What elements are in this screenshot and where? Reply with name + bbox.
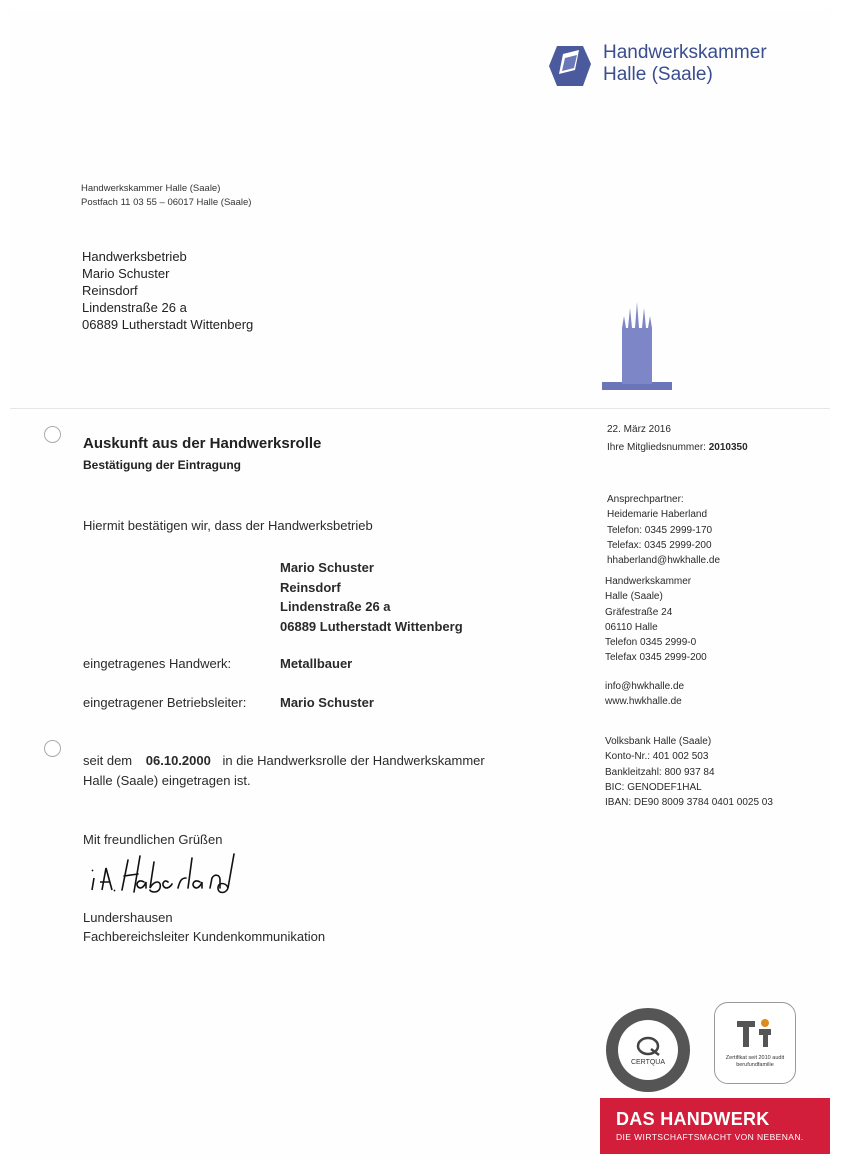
trade-label: eingetragenes Handwerk: [83,656,232,671]
registration-sentence-line2: Halle (Saale) eingetragen ist. [83,773,251,788]
fold-line [10,408,830,409]
banner-subtitle: DIE WIRTSCHAFTSMACHT VON NEBENAN. [616,1132,804,1142]
since-suffix: in die Handwerksrolle der Handwerkskammer [222,753,485,768]
recipient-line: Lindenstraße 26 a [82,300,187,315]
member-number-label: Ihre Mitgliedsnummer: [607,442,706,453]
subject-title: Auskunft aus der Handwerksrolle [83,435,322,452]
since-date: 06.10.2000 [145,753,211,768]
recipient-line: Mario Schuster [82,266,170,281]
tower-illustration-icon [602,300,672,392]
office-line: Handwerkskammer [605,576,692,587]
office-line: 06110 Halle [605,621,658,633]
signature-drawing [88,846,258,896]
signatory-name: Lundershausen [83,910,173,925]
seal-label: CERTQUA [630,1058,666,1066]
letter-date: 22. März 2016 [607,424,671,435]
since-prefix: seit dem [83,753,133,768]
bank-line: Volksbank Halle (Saale) [605,736,712,747]
audit-berufundfamilie-badge [714,1002,796,1084]
office-line: Gräfestraße 24 [605,606,673,618]
handwritten-signature [88,846,258,896]
handwerkskammer-logo-icon [547,44,593,88]
business-line: Mario Schuster [280,560,374,575]
bank-block [605,734,773,810]
audit-text: Zertifikat seit 2010 audit berufundfamilie [725,1055,785,1068]
org-name-line1: Handwerkskammer [603,42,767,63]
banner-title: DAS HANDWERK [616,1109,770,1129]
trade-value: Metallbauer [280,656,353,671]
contact-email: hhaberland@hwkhalle.de [607,555,721,567]
family-audit-icon [733,1015,777,1051]
certqua-q-icon [635,1035,661,1057]
contact-fax: Telefax: 0345 2999-200 [607,539,712,551]
contact-phone: Telefon: 0345 2999-170 [607,524,713,536]
recipient-line: Reinsdorf [82,283,138,298]
business-line: Lindenstraße 26 a [280,599,391,614]
certqua-seal-icon [606,1008,690,1092]
sender-line1: Handwerkskammer Halle (Saale) [81,183,221,194]
web-block [605,679,684,710]
manager-value: Mario Schuster [280,695,374,710]
contact-label: Ansprechpartner: [607,494,684,505]
business-line: 06889 Lutherstadt Wittenberg [280,618,463,634]
website-url: www.hwkhalle.de [605,696,682,708]
recipient-line: 06889 Lutherstadt Wittenberg [82,317,254,332]
seal-inner [618,1020,678,1080]
bank-line: Konto-Nr.: 401 002 503 [605,751,709,763]
contact-block [607,492,720,568]
punch-hole [44,426,61,443]
das-handwerk-banner [600,1098,830,1154]
intro-text: Hiermit bestätigen wir, dass der Handwerksbetrieb [83,518,373,533]
member-number-value: 2010350 [708,442,748,453]
recipient-address [82,248,253,333]
office-block [605,574,707,666]
member-number-row [607,440,748,455]
business-line: Reinsdorf [280,579,341,595]
office-line: Halle (Saale) [605,591,663,603]
office-line: Telefon 0345 2999-0 [605,637,697,649]
bank-line: IBAN: DE90 8009 3784 0401 0025 03 [605,797,773,809]
business-address [280,558,463,636]
closing-greeting: Mit freundlichen Grüßen [83,832,223,847]
registration-sentence [83,752,485,770]
office-line: Telefax 0345 2999-200 [605,652,707,664]
contact-name: Heidemarie Haberland [607,509,708,521]
subject-subtitle: Bestätigung der Eintragung [83,458,242,472]
info-email: info@hwkhalle.de [605,681,685,692]
sender-line2: Postfach 11 03 55 – 06017 Halle (Saale) [81,197,252,208]
manager-label: eingetragener Betriebsleiter: [83,695,247,710]
signatory-role: Fachbereichsleiter Kundenkommunikation [83,929,326,944]
bank-line: Bankleitzahl: 800 937 84 [605,766,715,778]
recipient-line: Handwerksbetrieb [82,249,187,264]
letter-page [10,10,830,1160]
bank-line: BIC: GENODEF1HAL [605,781,702,793]
punch-hole [44,740,61,757]
org-name-line2: Halle (Saale) [603,64,713,85]
